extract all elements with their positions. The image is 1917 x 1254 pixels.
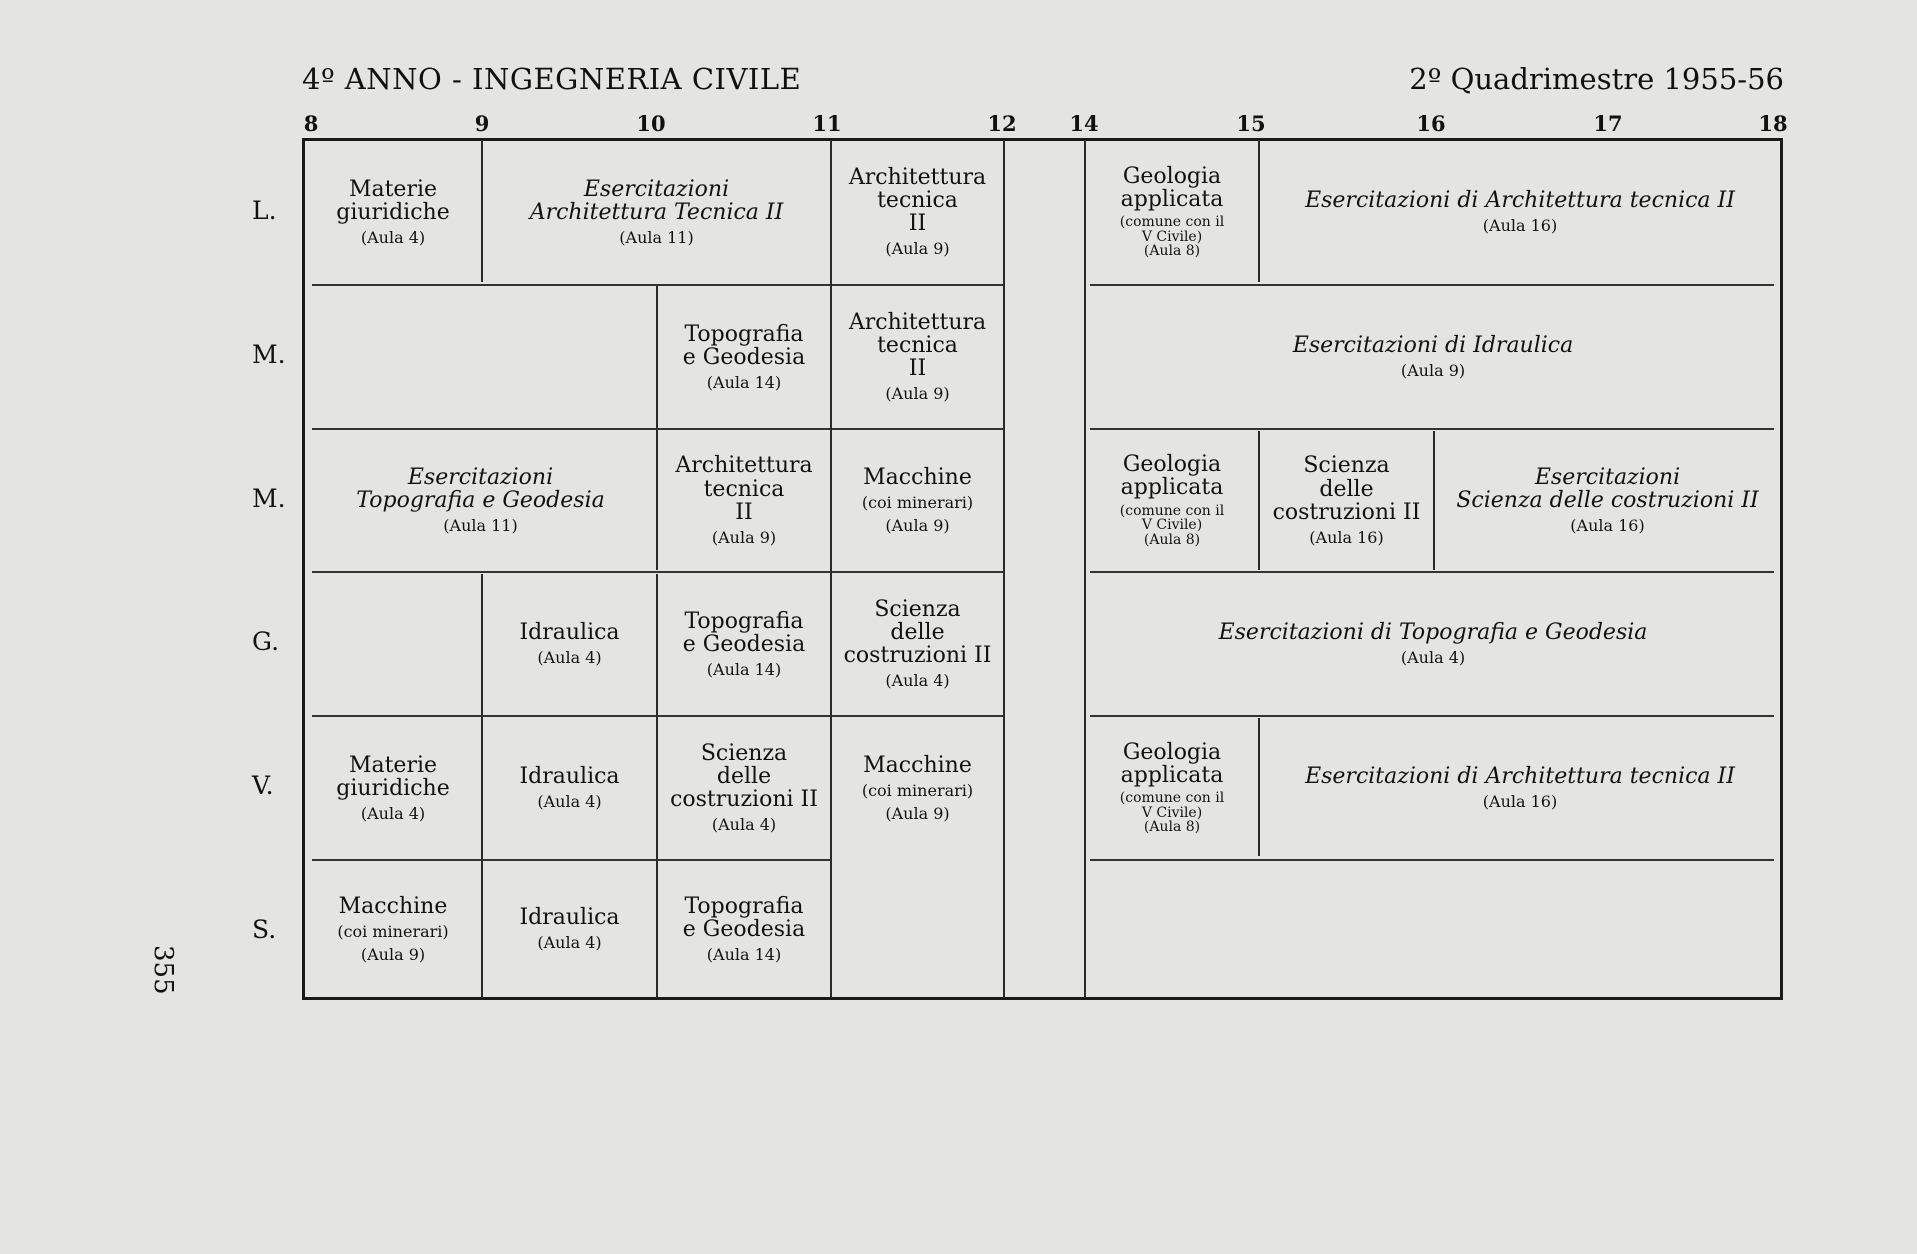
day-label: V. xyxy=(252,771,274,800)
day-label: G. xyxy=(252,627,280,656)
schedule-cell: Architettura tecnica II (Aula 9) xyxy=(675,453,813,547)
schedule-cell: Materie giuridiche (Aula 4) xyxy=(336,752,450,823)
page-number: 355 xyxy=(148,945,178,995)
schedule-cell: Geologia applicata (comune con il V Civile) (Aula 8) xyxy=(1119,163,1225,260)
schedule-cell: Architettura tecnica II (Aula 9) xyxy=(848,309,987,404)
period-label: 2º Quadrimestre 1955-56 xyxy=(1409,62,1784,96)
hour-label: 11 xyxy=(812,111,842,136)
day-label: L. xyxy=(252,196,277,225)
grid-line xyxy=(1090,859,1774,861)
schedule-cell: Esercitazioni di Architettura tecnica II (Aula 16) xyxy=(1305,764,1735,812)
hour-label: 10 xyxy=(636,111,666,136)
schedule-cell: Esercitazioni di Architettura tecnica II (Aula 16) xyxy=(1305,188,1735,236)
schedule-cell: Scienza delle costruzioni II (Aula 4) xyxy=(843,596,992,691)
schedule-cell: Scienza delle costruzioni II (Aula 4) xyxy=(670,740,818,835)
hour-label: 16 xyxy=(1416,111,1446,136)
schedule-cell: Esercitazioni di Topografia e Geodesia (Aula 4) xyxy=(1218,620,1648,668)
schedule-cell: Idraulica (Aula 4) xyxy=(519,620,620,668)
schedule-cell: Topografia e Geodesia (Aula 14) xyxy=(682,893,806,964)
hour-label: 8 xyxy=(303,111,319,136)
schedule-cell: Geologia applicata (comune con il V Civile) (Aula 8) xyxy=(1119,452,1225,548)
page-title: 4º ANNO - INGEGNERIA CIVILE xyxy=(302,62,802,96)
hour-label: 15 xyxy=(1236,111,1266,136)
day-label: S. xyxy=(252,915,277,944)
day-label: M. xyxy=(252,484,286,513)
hour-label: 18 xyxy=(1758,111,1788,136)
hour-label: 17 xyxy=(1593,111,1623,136)
schedule-cell: Esercitazioni Topografia e Geodesia (Aula 11) xyxy=(356,465,605,536)
schedule-cell: Idraulica (Aula 4) xyxy=(519,764,620,812)
schedule-cell: Materie giuridiche (Aula 4) xyxy=(336,176,450,247)
schedule-cell: Esercitazioni Architettura Tecnica II (Aula 11) xyxy=(529,176,784,247)
schedule-cell: Architettura tecnica II (Aula 9) xyxy=(848,164,987,259)
schedule-cell: Scienza delle costruzioni II (Aula 16) xyxy=(1272,453,1421,547)
schedule-cell: Macchine (coi minerari) (Aula 9) xyxy=(861,752,974,823)
schedule-cell: Idraulica (Aula 4) xyxy=(519,905,620,953)
grid-line xyxy=(1003,140,1005,998)
schedule-cell: Esercitazioni Scienza delle costruzioni II (Aula 16) xyxy=(1456,465,1759,536)
hour-label: 12 xyxy=(987,111,1017,136)
hour-label: 9 xyxy=(474,111,490,136)
day-label: M. xyxy=(252,340,286,369)
hour-label: 14 xyxy=(1069,111,1099,136)
schedule-cell: Topografia e Geodesia (Aula 14) xyxy=(682,608,806,679)
schedule-cell: Macchine (coi minerari) (Aula 9) xyxy=(337,893,449,964)
schedule-cell: Topografia e Geodesia (Aula 14) xyxy=(682,321,806,392)
schedule-cell: Macchine (coi minerari) (Aula 9) xyxy=(861,465,974,536)
schedule-cell: Geologia applicata (comune con il V Civile) (Aula 8) xyxy=(1119,739,1225,836)
schedule-cell: Esercitazioni di Idraulica (Aula 9) xyxy=(1292,333,1574,381)
